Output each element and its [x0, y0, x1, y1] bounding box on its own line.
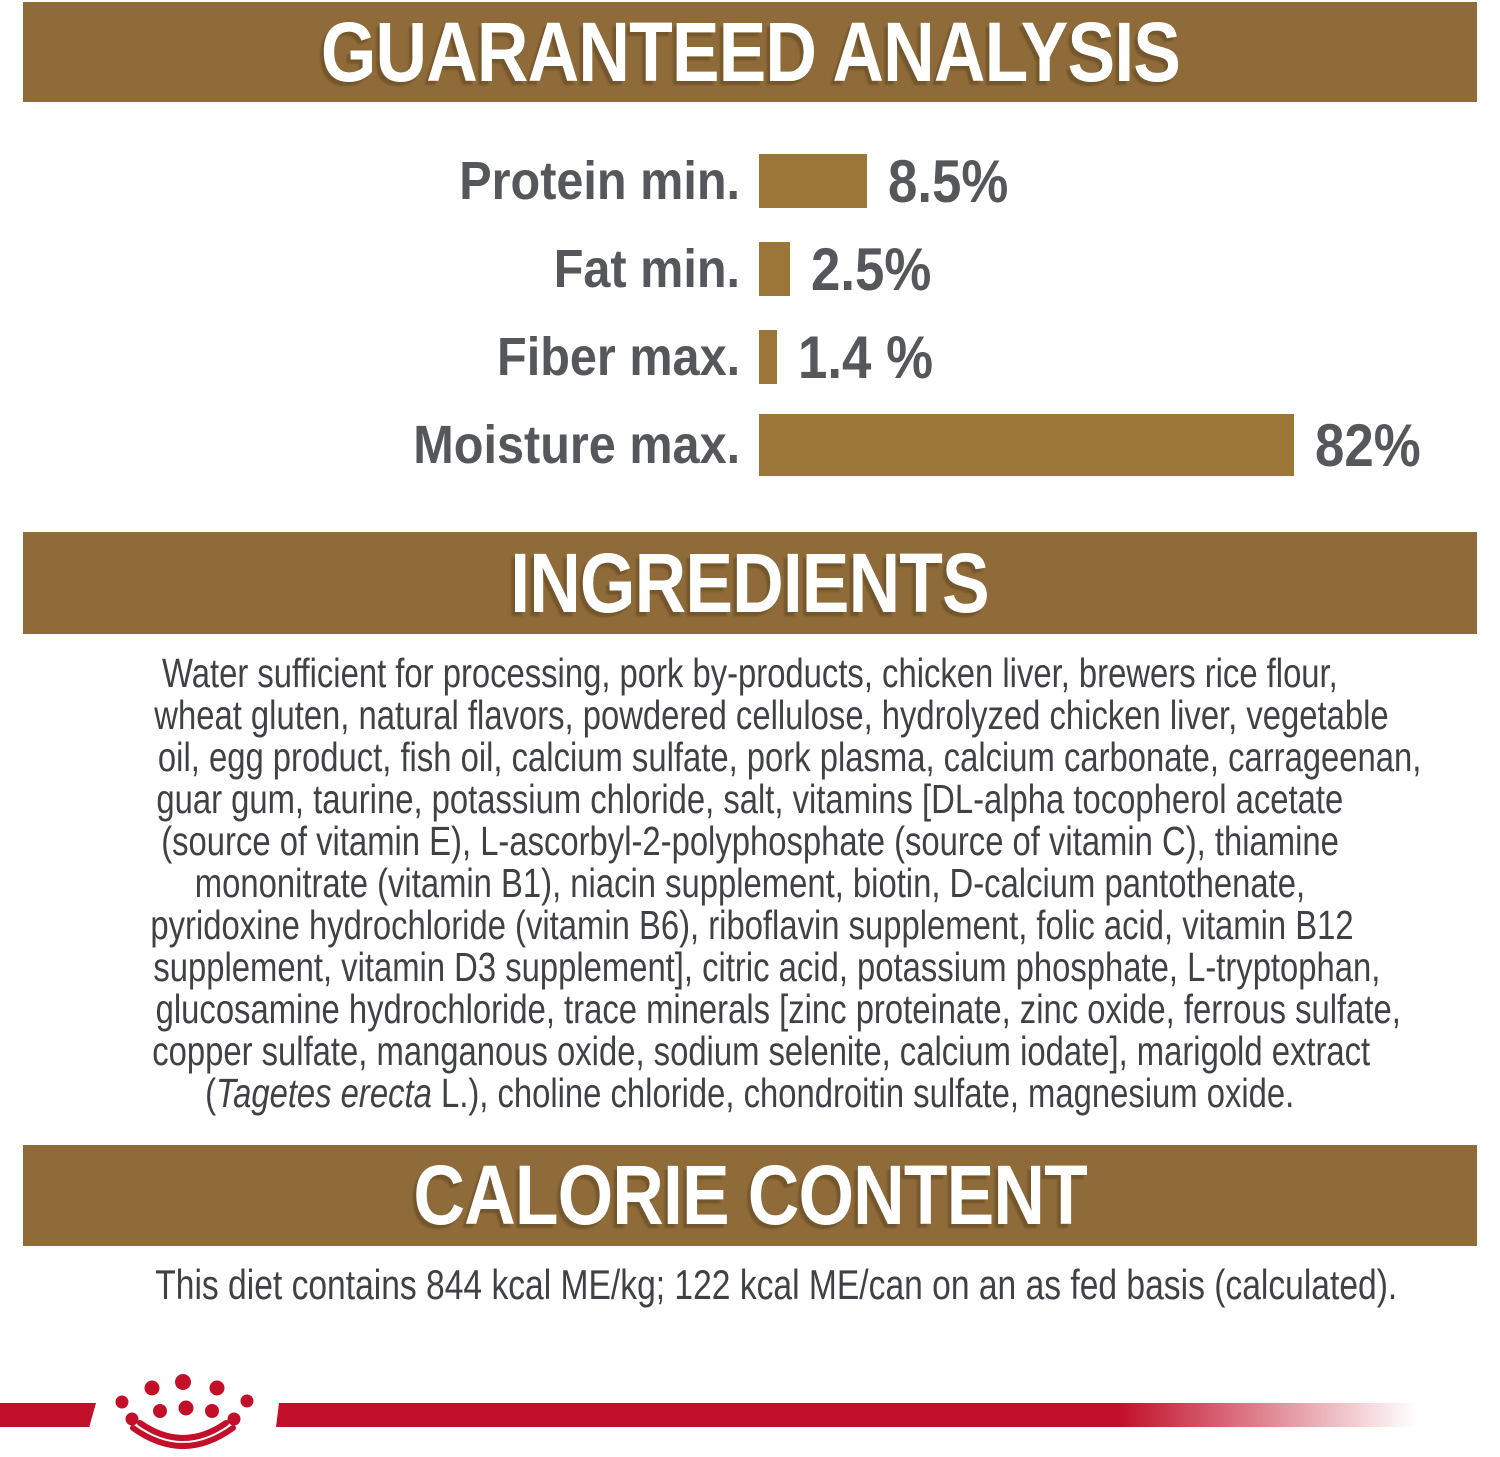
ga-bar-protein — [759, 154, 867, 208]
ingredient-line: copper sulfate, manganous oxide, sodium selenite, calcium iodate], marigold extract — [152, 1028, 1371, 1074]
guaranteed-analysis-header-bar — [23, 2, 1477, 102]
ingredient-line: wheat gluten, natural flavors, powdered cellulose, hydrolyzed chicken liver, vegetable — [154, 692, 1389, 738]
ga-row-fiber — [0, 313, 1500, 401]
ingredient-line-last: (Tagetes erecta L.), choline chloride, chondroitin sulfate, magnesium oxide. — [205, 1070, 1295, 1116]
ga-label-moisture: Moisture max. — [413, 415, 740, 475]
ingredients-title: INGREDIENTS — [510, 535, 990, 630]
ga-value-moisture: 82% — [1315, 411, 1421, 479]
ga-label-fat: Fat min. — [553, 239, 740, 299]
calorie-content-header-bar — [23, 1145, 1477, 1246]
ga-value-fat: 2.5% — [811, 235, 932, 303]
calorie-content-title: CALORIE CONTENT — [413, 1148, 1087, 1242]
ingredients-paragraph — [0, 652, 1500, 1114]
brand-stripe-left — [0, 1403, 96, 1427]
royal-canin-crown-icon — [103, 1368, 267, 1457]
ingredient-line: mononitrate (vitamin B1), niacin supplement, biotin, D-calcium pantothenate, — [194, 860, 1306, 906]
ingredient-line: Water sufficient for processing, pork by-products, chicken liver, brewers rice flour, — [162, 650, 1338, 696]
ingredient-line: supplement, vitamin D3 supplement], citric acid, potassium phosphate, L-tryptophan, — [153, 944, 1381, 990]
ingredient-line: oil, egg product, fish oil, calcium sulfate, pork plasma, calcium carbonate, carrageenan, — [157, 734, 1422, 780]
ingredient-line: glucosamine hydrochloride, trace minerals [zinc proteinate, zinc oxide, ferrous sulfate, — [155, 986, 1401, 1032]
ingredient-line: (source of vitamin E), L-ascorbyl-2-polyphosphate (source of vitamin C), thiamine — [161, 818, 1339, 864]
ga-value-fiber: 1.4 % — [798, 323, 934, 391]
crown-dots — [116, 1374, 254, 1426]
ingredient-line: guar gum, taurine, potassium chloride, salt, vitamins [DL-alpha tocopherol acetate — [156, 776, 1344, 822]
calorie-content-text: This diet contains 844 kcal ME/kg; 122 kcal ME/can on an as fed basis (calculated). — [155, 1261, 1398, 1308]
ingredients-header-bar — [23, 532, 1477, 634]
ga-value-protein: 8.5% — [888, 147, 1009, 215]
brand-stripe-right — [276, 1403, 1416, 1427]
ingredient-line: pyridoxine hydrochloride (vitamin B6), riboflavin supplement, folic acid, vitamin B12 — [150, 902, 1354, 948]
guaranteed-analysis-table — [0, 137, 1500, 489]
latin-species-name: Tagetes erecta — [216, 1070, 433, 1116]
crown-base-arcs — [133, 1423, 233, 1446]
ga-row-protein — [0, 137, 1500, 225]
ga-bar-moisture — [759, 414, 1294, 476]
ga-label-protein: Protein min. — [459, 151, 740, 211]
guaranteed-analysis-title: GUARANTEED ANALYSIS — [320, 4, 1180, 99]
ga-row-moisture — [0, 401, 1500, 489]
ga-bar-fiber — [759, 330, 777, 384]
ga-label-fiber: Fiber max. — [496, 327, 740, 387]
ga-row-fat — [0, 225, 1500, 313]
ga-bar-fat — [759, 242, 790, 296]
